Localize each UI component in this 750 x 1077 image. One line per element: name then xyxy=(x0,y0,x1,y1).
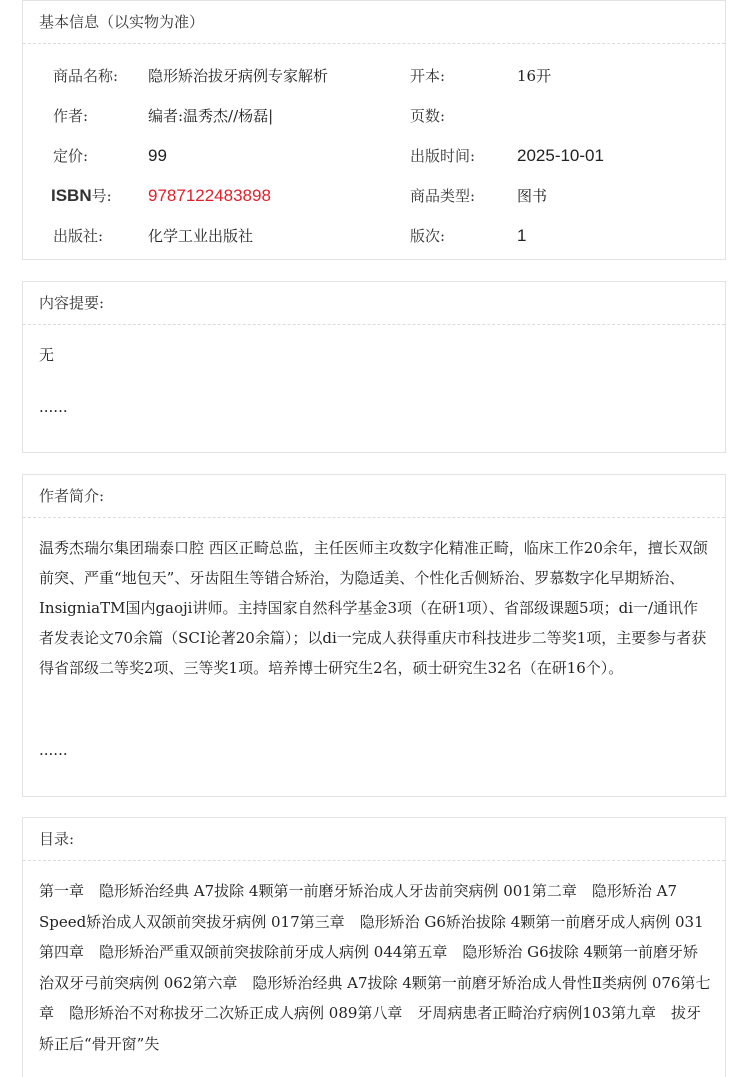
pubdate-value: 2025-10-01 xyxy=(517,146,604,165)
edition-value: 1 xyxy=(517,226,527,245)
summary-more: ...... xyxy=(39,398,68,416)
name-value: 隐形矫治拔牙病例专家解析 xyxy=(148,67,329,85)
isbn-label-en: ISBN xyxy=(51,186,92,205)
basic-info-panel xyxy=(22,0,726,260)
author-intro-title: 作者简介: xyxy=(23,475,725,518)
basic-row-publisher xyxy=(23,216,725,256)
type-label: 商品类型: xyxy=(410,187,476,205)
toc-panel xyxy=(22,817,726,1077)
isbn-label-cn: 号: xyxy=(91,187,112,205)
publisher-label: 出版社: xyxy=(53,227,104,245)
basic-row-price xyxy=(23,136,725,176)
summary-title: 内容提要: xyxy=(23,282,725,325)
type-value: 图书 xyxy=(517,187,548,205)
basic-row-author xyxy=(23,96,725,136)
format-value: 16开 xyxy=(517,67,552,85)
summary-line: 无 xyxy=(39,346,55,364)
pubdate-label: 出版时间: xyxy=(410,147,476,165)
format-label: 开本: xyxy=(410,67,446,85)
summary-panel xyxy=(22,281,726,453)
name-label: 商品名称: xyxy=(53,67,119,85)
pages-label: 页数: xyxy=(410,107,446,125)
price-value: 99 xyxy=(148,146,167,165)
isbn-label xyxy=(51,176,112,216)
basic-info-title: 基本信息（以实物为准） xyxy=(23,1,725,44)
toc-text: 第一章 隐形矫治经典 A7拔除 4颗第一前磨牙矫治成人牙齿前突病例 001第二章 隐形矫治 A7 Speed矫治成人双颌前突拔牙病例 017第三章 隐形矫治 G6矫治拔除 4颗第一前磨牙成人病例 031第四章 隐形矫治严重双颌前突拔除前牙成人病例 044第五章 隐形矫治 G6拔除 4颗第一前磨牙矫治双牙弓前突病例 062第六章 隐形矫治经典 A7拔除 4颗第一前磨牙矫治成人骨性Ⅱ类病例 076第七章 隐形矫治不对称拔牙二次矫正成人病例 089第八章 牙周病患者正畸治疗病例103第九章 拔牙矫正后“骨开窗”失 xyxy=(39,882,711,1053)
price-label: 定价: xyxy=(53,147,89,165)
author-value: 编者:温秀杰//杨磊| xyxy=(148,107,274,125)
author-intro-panel xyxy=(22,474,726,797)
edition-label: 版次: xyxy=(410,227,446,245)
isbn-value[interactable]: 9787122483898 xyxy=(148,186,271,205)
author-label: 作者: xyxy=(53,107,89,125)
author-intro-text: 温秀杰瑞尔集团瑞泰口腔 西区正畸总监，主任医师主攻数字化精准正畸，临床工作20余年，擅长双颌前突、严重“地包天”、牙齿阻生等错合矫治，为隐适美、个性化舌侧矫治、罗慕数字化早期矫治、InsigniaTM国内gaoji讲师。主持国家自然科学基金3项（在研1项）、省部级课题5项；di一/通讯作者发表论文70余篇（SCI论著20余篇）；以di一完成人获得重庆市科技进步二等奖1项，主要参与者获得省部级二等奖2项、三等奖1项。培养博士研究生2名，硕士研究生32名（在研16个）。 xyxy=(39,539,708,677)
toc-title: 目录: xyxy=(23,818,725,861)
basic-row-isbn xyxy=(23,176,725,216)
basic-row-name xyxy=(23,56,725,96)
publisher-value: 化学工业出版社 xyxy=(148,227,254,245)
author-intro-more: ...... xyxy=(39,741,68,759)
